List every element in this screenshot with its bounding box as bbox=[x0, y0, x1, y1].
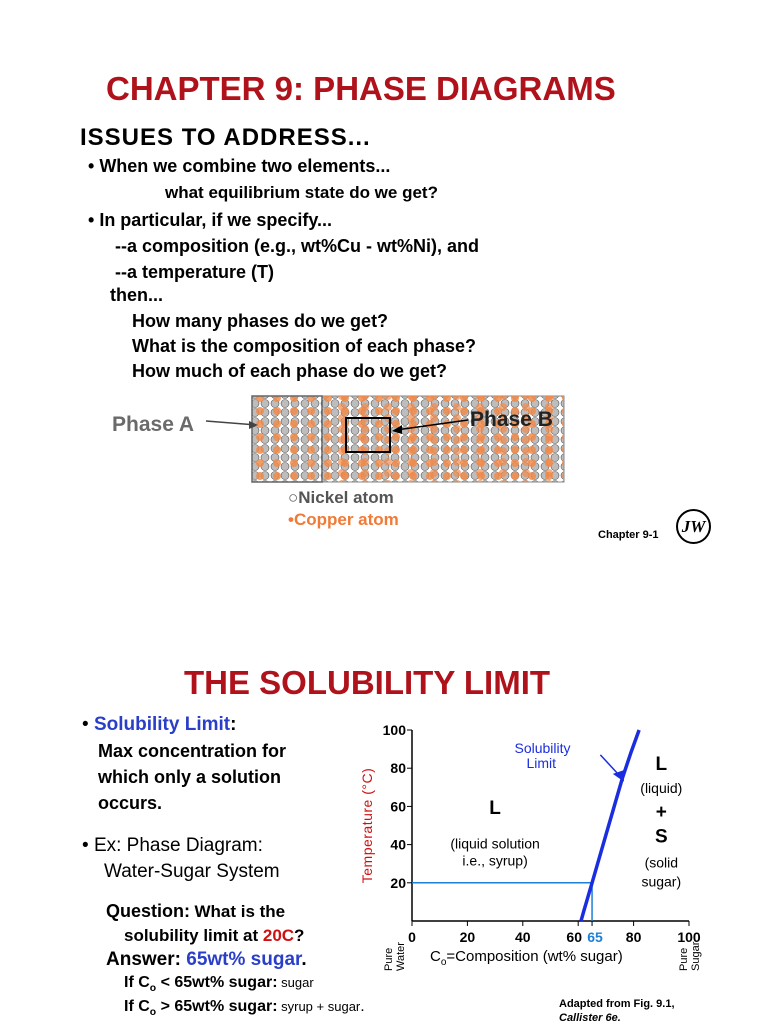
y-tick-label: 40 bbox=[390, 836, 406, 853]
x-tick-label-highlight: 65 bbox=[587, 929, 603, 945]
region-left-line-2: (liquid solution bbox=[450, 835, 540, 852]
if1-prefix: If C bbox=[124, 974, 150, 991]
nickel-legend bbox=[288, 488, 394, 508]
x-tick-label: 40 bbox=[515, 929, 531, 945]
issues-heading: ISSUES TO ADDRESS... bbox=[80, 124, 371, 151]
solubility-annotation-1: Solubility bbox=[514, 739, 571, 756]
y-tick-label: 60 bbox=[390, 798, 406, 815]
if1-sub: o bbox=[149, 983, 157, 995]
example-line-1: Ex: Phase Diagram: bbox=[93, 835, 263, 856]
region-right-S: S bbox=[654, 826, 668, 848]
region-right-line-6: sugar) bbox=[641, 873, 682, 890]
bullet-dot: • bbox=[82, 714, 94, 735]
example-line-2: Water-Sugar System bbox=[104, 861, 280, 882]
copper-atom-icon: • bbox=[288, 510, 294, 529]
bullet-1 bbox=[88, 156, 390, 177]
publisher-logo-icon: JW bbox=[676, 509, 711, 544]
region-right-line-2: (liquid) bbox=[640, 780, 683, 797]
nickel-atom-icon: ○ bbox=[288, 488, 299, 507]
x-tick-label: 20 bbox=[459, 929, 476, 945]
bullet-2-line-2: --a temperature (T) bbox=[115, 262, 275, 282]
then-label: then... bbox=[110, 285, 163, 305]
if-below-line bbox=[124, 974, 314, 994]
phase-a-arrow bbox=[206, 421, 256, 425]
definition-line-2: which only a solution bbox=[98, 767, 282, 787]
if2-period: . bbox=[360, 998, 365, 1015]
question-1: How many phases do we get? bbox=[132, 311, 389, 331]
region-left-L: L bbox=[489, 798, 501, 820]
solubility-arrowhead bbox=[613, 770, 624, 781]
bullet-2-line-1: --a composition (e.g., wt%Cu - wt%Ni), and bbox=[115, 236, 479, 256]
bullet-2-text: In particular, if we specify... bbox=[99, 210, 333, 230]
phase-b-label: Phase B bbox=[470, 408, 553, 431]
pure-water-label-2: Water bbox=[395, 942, 407, 971]
y-axis-label: Temperature (°C) bbox=[359, 767, 375, 884]
x-tick-label: 80 bbox=[625, 929, 642, 945]
solubility-bullet bbox=[82, 714, 236, 736]
region-left-line-3: i.e., syrup) bbox=[462, 852, 528, 869]
adapted-line-1: Adapted from Fig. 9.1, bbox=[559, 998, 675, 1010]
question-text: What is the bbox=[194, 902, 286, 921]
answer-line bbox=[106, 949, 307, 971]
question-mark: ? bbox=[294, 926, 305, 945]
pure-sugar-label-1: Pure bbox=[678, 947, 690, 971]
page-label: Chapter 9-1 bbox=[598, 529, 659, 541]
question-3: How much of each phase do we get? bbox=[132, 361, 448, 381]
if2-condition: > 65wt% sugar: bbox=[156, 998, 278, 1015]
question-line bbox=[106, 901, 285, 922]
definition-line-1: Max concentration for bbox=[98, 741, 287, 761]
bullet-dot: • bbox=[88, 210, 100, 230]
copper-legend-text: Copper atom bbox=[293, 510, 399, 529]
copper-legend bbox=[288, 510, 399, 530]
bullet-1-text: When we combine two elements... bbox=[99, 156, 391, 176]
question-2: What is the composition of each phase? bbox=[132, 336, 477, 356]
x-tick-label: 100 bbox=[677, 929, 701, 945]
if1-condition: < 65wt% sugar: bbox=[156, 974, 278, 991]
solubility-curve bbox=[581, 730, 639, 921]
answer-label: Answer: bbox=[106, 949, 181, 970]
y-tick-label: 100 bbox=[382, 722, 406, 738]
region-right-line-5: (solid bbox=[644, 854, 679, 871]
bullet-dot: • bbox=[88, 156, 100, 176]
x-tick-label: 60 bbox=[566, 929, 582, 945]
question-text-2: solubility limit at bbox=[124, 926, 263, 945]
answer-period: . bbox=[301, 949, 307, 970]
pure-water-label-1: Pure bbox=[383, 947, 395, 971]
solubility-limit-term: Solubility Limit bbox=[93, 714, 231, 735]
question-line-2 bbox=[124, 926, 304, 946]
phase-a-label: Phase A bbox=[112, 413, 195, 436]
if2-result: syrup + sugar bbox=[277, 999, 361, 1014]
slide1-title: CHAPTER 9: PHASE DIAGRAMS bbox=[106, 70, 616, 107]
bullet-2 bbox=[88, 210, 332, 231]
definition-line-3: occurs. bbox=[98, 793, 163, 813]
adapted-line-2: Callister 6e. bbox=[559, 1012, 621, 1024]
question-temperature: 20C bbox=[262, 926, 295, 945]
bullet-dot: • bbox=[82, 835, 94, 856]
nickel-legend-text: Nickel atom bbox=[298, 488, 394, 507]
region-right-plus: + bbox=[655, 801, 667, 823]
slide2-title: THE SOLUBILITY LIMIT bbox=[184, 664, 551, 701]
answer-value: 65wt% sugar bbox=[186, 949, 302, 970]
example-bullet bbox=[82, 835, 263, 857]
region-right-L: L bbox=[655, 754, 668, 776]
solubility-colon: : bbox=[230, 714, 237, 735]
if1-result: sugar bbox=[277, 975, 314, 990]
x-tick-label: 0 bbox=[408, 929, 416, 945]
if2-prefix: If C bbox=[124, 998, 150, 1015]
if2-sub: o bbox=[149, 1007, 157, 1019]
if-above-line bbox=[124, 998, 365, 1018]
y-tick-label: 80 bbox=[390, 760, 406, 777]
bullet-1-sub: what equilibrium state do we get? bbox=[165, 183, 438, 202]
question-label: Question: bbox=[106, 901, 190, 921]
solubility-chart bbox=[350, 716, 720, 986]
solubility-annotation-2: Limit bbox=[526, 755, 557, 772]
pure-sugar-label-2: Sugar bbox=[690, 941, 702, 971]
y-tick-label: 20 bbox=[390, 874, 406, 891]
x-axis-label: $C_o=Composition$ (wt% sugar) bbox=[430, 948, 623, 968]
